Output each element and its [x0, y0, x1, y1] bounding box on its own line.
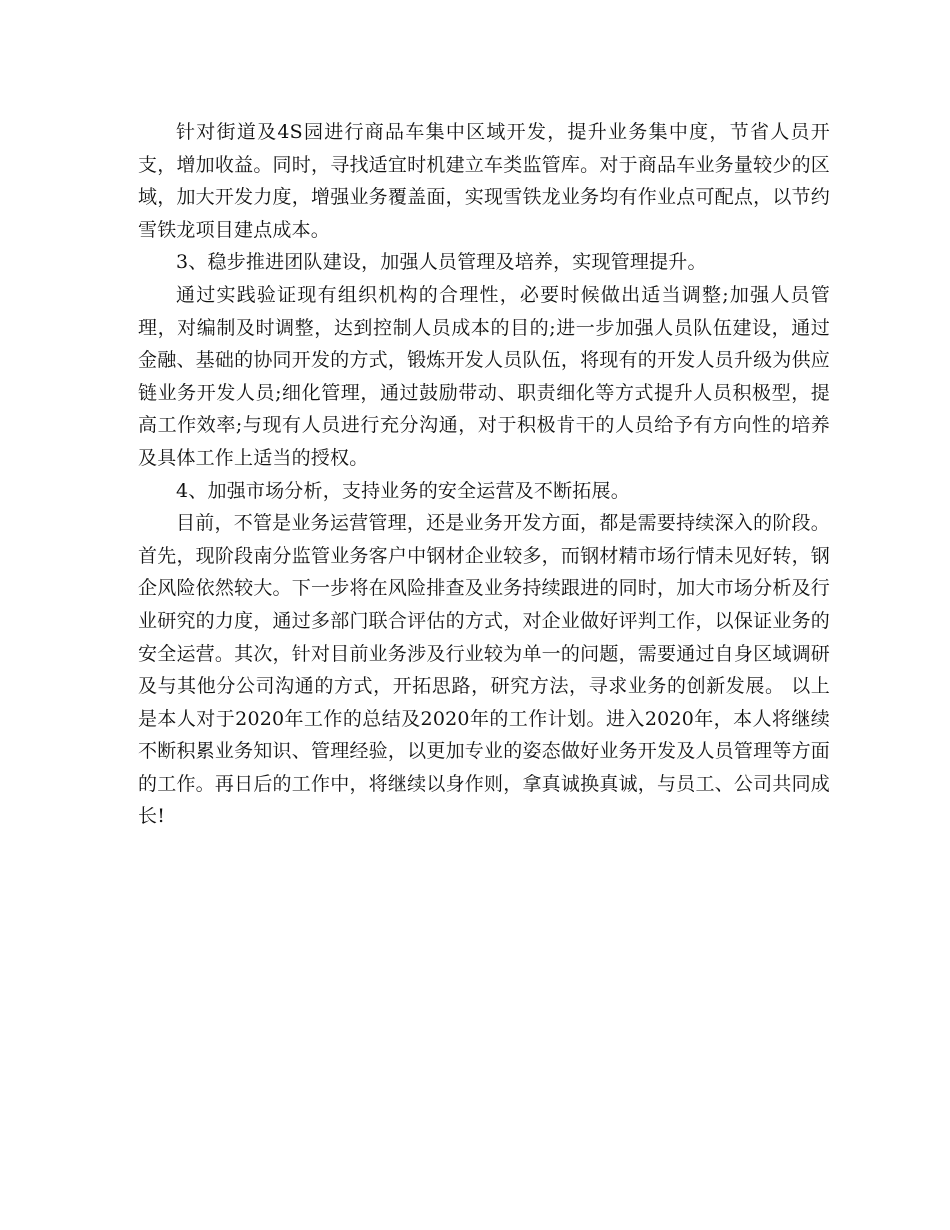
paragraph-commercial-vehicle-development: 针对街道及4S园进行商品车集中区域开发，提升业务集中度，节省人员开支，增加收益。同时，寻找适宜时机建立车类监管库。对于商品车业务量较少的区域，加大开发力度，增强业务覆盖面，实现雪铁龙业务均有作业点可配点，以节约雪铁龙项目建点成本。 [138, 121, 830, 241]
paragraph-team-building: 通过实践验证现有组织机构的合理性，必要时候做出适当调整;加强人员管理，对编制及时调整，达到控制人员成本的目的;进一步加强人员队伍建设，通过金融、基础的协同开发的方式，锻炼开发人员队伍，将现有的开发人员升级为供应链业务开发人员;细化管理，通过鼓励带动、职责细化等方式提升人员积极型，提高工作效率;与现有人员进行充分沟通，对于积极肯干的人员给予有方向性的培养及具体工作上适当的授权。 [138, 283, 830, 469]
section-heading-team-building: 3、稳步推进团队建设，加强人员管理及培养，实现管理提升。 [176, 251, 707, 274]
document-body [138, 116, 830, 833]
paragraph-market-analysis-conclusion: 目前，不管是业务运营管理，还是业务开发方面，都是需要持续深入的阶段。首先，现阶段南分监管业务客户中钢材企业较多，而钢材精市场行情未见好转，钢企风险依然较大。下一步将在风险排查及业务持续跟进的同时，加大市场分析及行业研究的力度，通过多部门联合评估的方式，对企业做好评判工作，以保证业务的安全运营。其次，针对目前业务涉及行业较为单一的问题，需要通过自身区域调研及与其他分公司沟通的方式，开拓思路，研究方法，寻求业务的创新发展。 以上是本人对于2020年工作的总结及2020年的工作计划。进入2020年，本人将继续不断积累业务知识、管理经验，以更加专业的姿态做好业务开发及人员管理等方面的工作。再日后的工作中，将继续以身作则，拿真诚换真诚，与员工、公司共同成长! [138, 512, 830, 828]
section-heading-market-analysis: 4、加强市场分析，支持业务的安全运营及不断拓展。 [176, 479, 630, 502]
